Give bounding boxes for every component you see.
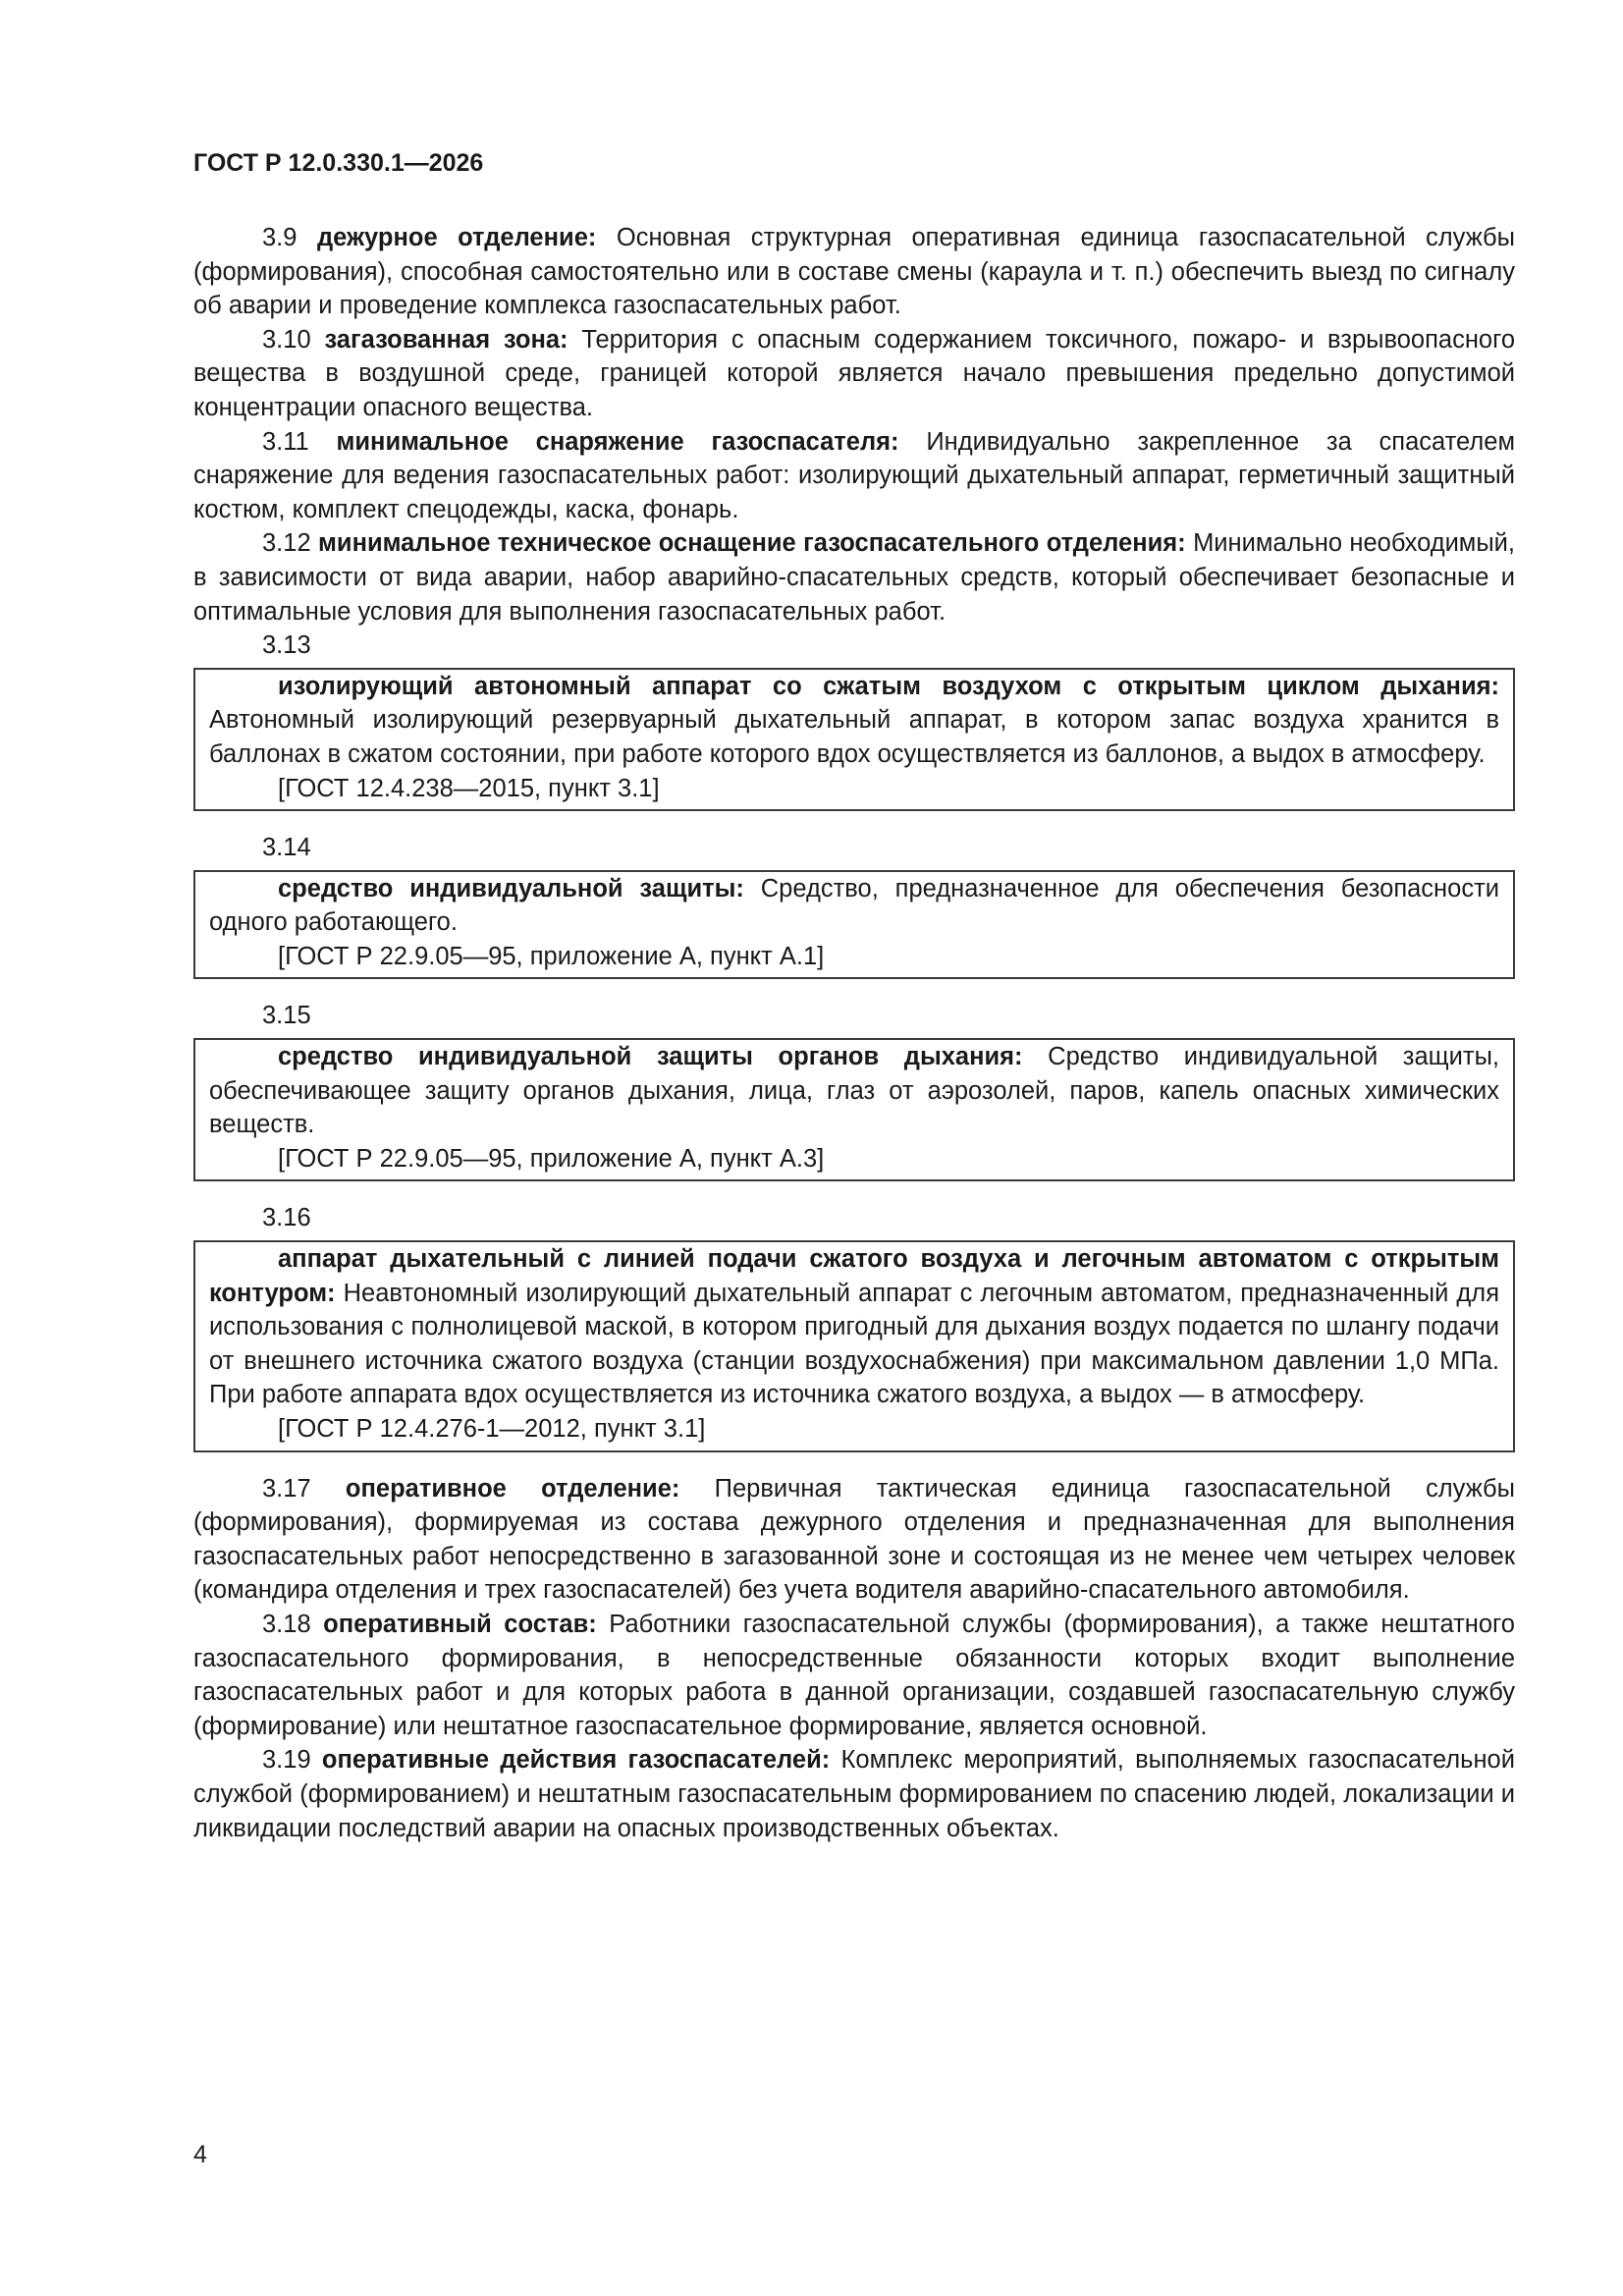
quoted-definition-box-3-13 — [193, 668, 1515, 811]
definition-number: 3.18 — [262, 1610, 311, 1638]
definition-number-3-16: 3.16 — [262, 1204, 311, 1232]
definition-number-3-13: 3.13 — [262, 631, 311, 660]
definition-3-10 — [193, 323, 1515, 425]
definition-term: дежурное отделение: — [316, 224, 597, 251]
definition-text: Средство индивидуальной защиты, обеспечивающее защиту органов дыхания, лица, глаз от аэрозолей, паров, капель опасных химических веществ. — [209, 1043, 1499, 1139]
definition-3-19 — [193, 1743, 1515, 1845]
definition-number-3-14: 3.14 — [262, 834, 311, 862]
quoted-definition — [209, 1040, 1499, 1142]
definition-term: минимальное снаряжение газоспасателя: — [336, 427, 899, 456]
source-reference: [ГОСТ Р 22.9.05—95, приложение А, пункт А.3] — [278, 1144, 825, 1173]
definition-text: Комплекс мероприятий, выполняемых газоспасательной службой (формированием) и нештатным газоспасательным формированием по спасению людей, локализации и ликвидации последствий аварии на опасных производственных объектах. — [193, 1746, 1515, 1842]
definition-text: Основная структурная оперативная единица газоспасательной службы (формирования), способная самостоятельно или в составе смены (караула и т. п.) обеспечить выезд по сигналу об аварии и проведение комплекса газоспасательных работ. — [193, 224, 1515, 320]
definition-term: оперативные действия газоспасателей: — [321, 1746, 831, 1775]
definition-3-11 — [193, 425, 1515, 527]
definition-text: Территория с опасным содержанием токсичного, пожаро- и взрывоопасного вещества в воздушной среде, границей которой является начало превышения предельно допустимой концентрации опасного вещества. — [193, 325, 1516, 421]
definition-term: аппарат дыхательный с линией подачи сжатого воздуха и легочным автоматом с открытым контуром: — [209, 1245, 1499, 1307]
definition-3-17 — [193, 1472, 1515, 1608]
definition-term: средство индивидуальной защиты органов дыхания: — [278, 1043, 1023, 1071]
definition-term: загазованная зона: — [324, 325, 568, 354]
definition-term: оперативный состав: — [323, 1610, 597, 1638]
quoted-definition — [209, 872, 1499, 940]
definition-term: минимальное техническое оснащение газоспасательного отделения: — [318, 529, 1186, 558]
quoted-definition — [209, 670, 1499, 772]
definition-number: 3.9 — [262, 224, 298, 251]
quoted-definition-box-3-16 — [193, 1240, 1515, 1452]
definition-text: Первичная тактическая единица газоспасательной службы (формирования), формируемая из состава дежурного отделения и предназначенная для выполнения газоспасательных работ непосредственно в загазованной зоне и состоящая из не менее чем четырех человек (командира отделения и трех газоспасателей) без учета водителя аварийно-спасательного автомобиля. — [193, 1474, 1515, 1605]
quoted-definition-box-3-15 — [193, 1038, 1515, 1181]
definition-term: изолирующий автономный аппарат со сжатым воздухом с открытым циклом дыхания: — [278, 672, 1499, 700]
source-reference: [ГОСТ Р 12.4.276-1—2012, пункт 3.1] — [278, 1415, 706, 1443]
source-reference: [ГОСТ Р 22.9.05—95, приложение А, пункт А.1] — [278, 942, 825, 970]
quoted-definition-box-3-14 — [193, 870, 1515, 980]
definition-text: Неавтономный изолирующий дыхательный аппарат с легочным автоматом, предназначенный для использования с полнолицевой маской, в котором пригодный для дыхания воздух подается по шлангу подачи от внешнего источника сжатого воздуха (станции воздухоснабжения) при максимальном давлении 1,0 МПа. При работе аппарата вдох осуществляется из источника сжатого воздуха, а выдох — в атмосферу. — [209, 1279, 1499, 1409]
definition-text: Минимально необходимый, в зависимости от вида аварии, набор аварийно-спасательных средств, который обеспечивает безопасные и оптимальные условия для выполнения газоспасательных работ. — [193, 529, 1515, 626]
definition-number: 3.10 — [262, 325, 311, 354]
definition-number: 3.19 — [262, 1746, 311, 1775]
definition-3-12 — [193, 526, 1515, 629]
definition-text: Автономный изолирующий резервуарный дыхательный аппарат, в котором запас воздуха хранится в баллонах в сжатом состоянии, при работе которого вдох осуществляется из баллонов, а выдох в атмосферу. — [209, 706, 1499, 768]
document-body — [193, 221, 1515, 1845]
definition-term: средство индивидуальной защиты: — [278, 874, 744, 902]
document-header: ГОСТ Р 12.0.330.1—2026 — [193, 149, 484, 177]
definition-3-9 — [193, 221, 1515, 323]
definition-number: 3.12 — [262, 529, 311, 558]
definition-text: Индивидуально закрепленное за спасателем снаряжение для ведения газоспасательных работ: изолирующий дыхательный аппарат, герметичный защитный костюм, комплект спецодежды, каска, фонарь. — [193, 427, 1515, 523]
definition-term: оперативное отделение: — [345, 1474, 680, 1503]
definition-number-3-15: 3.15 — [262, 1002, 311, 1030]
definition-3-18 — [193, 1608, 1515, 1743]
definition-text: Работники газоспасательной службы (формирования), а также нештатного газоспасательного формирования, в непосредственные обязанности которых входит выполнение газоспасательных работ и для которых работа в данной организации, создавшей газоспасательную службу (формирование) или нештатное газоспасательное формирование, является основной. — [193, 1610, 1515, 1740]
definition-text: Средство, предназначенное для обеспечения безопасности одного работающего. — [209, 874, 1499, 937]
source-reference: [ГОСТ 12.4.238—2015, пункт 3.1] — [278, 774, 660, 802]
definition-number: 3.11 — [262, 427, 309, 456]
page-number: 4 — [193, 2141, 207, 2168]
quoted-definition — [209, 1242, 1499, 1412]
definition-number: 3.17 — [262, 1474, 311, 1503]
